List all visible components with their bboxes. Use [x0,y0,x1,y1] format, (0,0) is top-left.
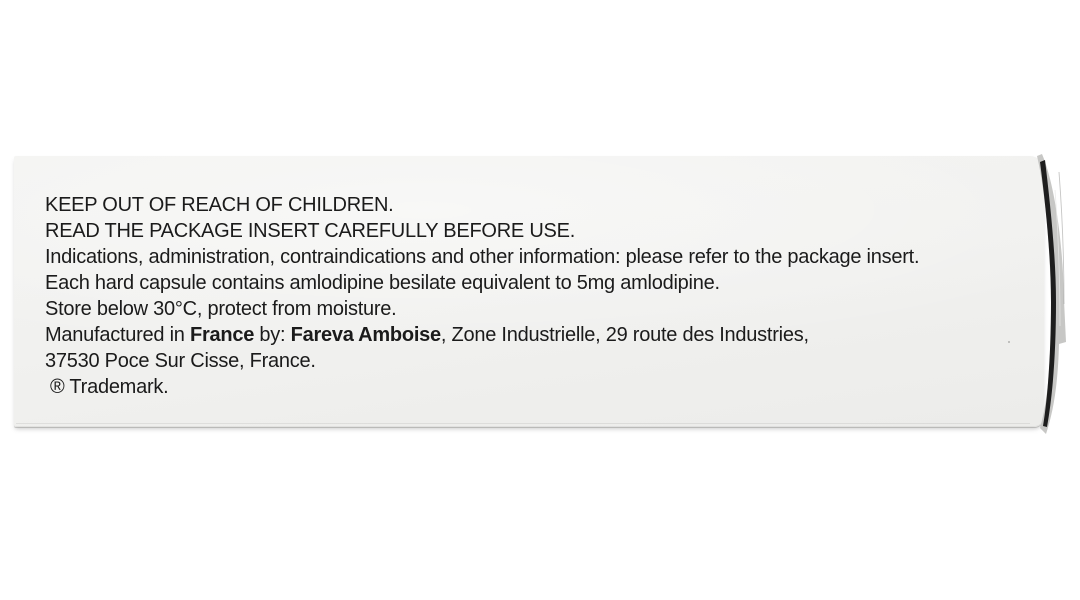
dust-speck [1008,341,1010,343]
keep-out-of-reach-line: KEEP OUT OF REACH OF CHILDREN. [45,194,394,216]
manufactured-line [45,322,919,348]
read-insert-line: READ THE PACKAGE INSERT CAREFULLY BEFORE USE. [45,220,576,242]
box-open-edge [1036,154,1070,436]
box-face-panel [14,156,1044,427]
indications-line: Indications, administration, contraindications and other information: please refer to the package insert. [45,246,920,268]
box-bottom-crease [16,423,1030,424]
manufacturer-address: , Zone Industrielle, 29 route des Industries, [440,324,809,346]
manufactured-middle: by: [254,324,291,346]
manufacturer-name: Fareva Amboise [290,324,441,346]
country-name: France [189,324,255,346]
trademark-line: ® Trademark. [50,376,169,398]
contents-line: Each hard capsule contains amlodipine besilate equivalent to 5mg amlodipine. [45,272,720,294]
address-line: 37530 Poce Sur Cisse, France. [45,350,316,372]
storage-line: Store below 30°C, protect from moisture. [45,298,397,320]
label-text-block [45,192,919,400]
manufactured-prefix: Manufactured in [45,324,190,346]
